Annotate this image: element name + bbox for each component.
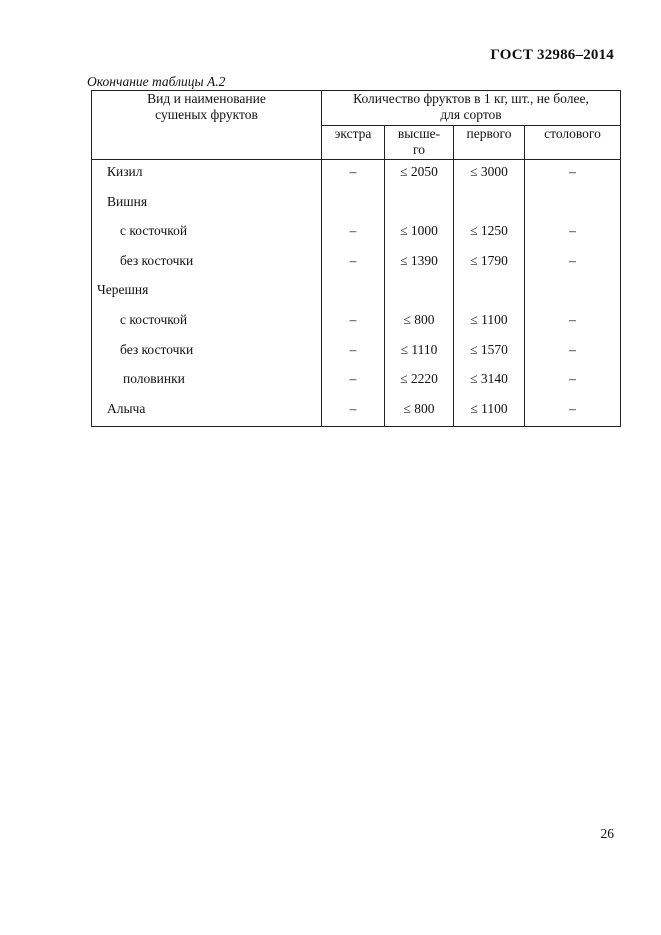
value-cell-table: – [525,308,621,338]
value-cell-first [454,190,525,220]
value-cell-extra: – [322,308,385,338]
row-name-cell [92,160,322,190]
value-cell-first: ≤ 1100 [454,308,525,338]
row-name-cell [92,249,322,279]
value-cell-table [525,190,621,220]
row-name: Кизил [107,164,143,179]
row-name-cell [92,367,322,397]
table-caption: Окончание таблицы А.2 [87,74,226,89]
table-row [92,367,621,397]
value-cell-extra [322,190,385,220]
value-cell-table: – [525,397,621,427]
table-row [92,219,621,249]
value-cell-first: ≤ 1250 [454,219,525,249]
row-name-cell [92,219,322,249]
row-name: Алыча [107,400,146,416]
value-cell-table: – [525,249,621,279]
grade-header-table: столового [525,126,621,160]
row-name: с косточкой [120,311,188,327]
fruit-count-table [91,90,621,427]
name-header-line: сушеных фруктов [155,107,258,122]
value-cell-extra [322,278,385,308]
value-cell-first: ≤ 3000 [454,160,525,190]
value-cell-highest [385,190,454,220]
value-cell-table: – [525,367,621,397]
value-cell-highest: ≤ 1390 [385,249,454,279]
table-row [92,249,621,279]
value-cell-table: – [525,219,621,249]
table-row [92,278,621,308]
table-row [92,308,621,338]
grade-header-extra: экстра [322,126,385,160]
value-cell-highest [385,278,454,308]
value-cell-extra: – [322,160,385,190]
table-header-row [92,91,621,126]
group-header-line: Количество фруктов в 1 кг, шт., не более, [353,91,589,106]
value-cell-highest: ≤ 800 [385,308,454,338]
value-cell-highest: ≤ 1110 [385,338,454,368]
row-name-cell [92,190,322,220]
group-header-line: для сортов [440,107,502,122]
grade-header-first: первого [454,126,525,160]
value-cell-first: ≤ 1790 [454,249,525,279]
table-row [92,190,621,220]
table-row [92,338,621,368]
value-cell-extra: – [322,249,385,279]
value-cell-highest: ≤ 1000 [385,219,454,249]
value-cell-first [454,278,525,308]
value-cell-extra: – [322,338,385,368]
table-row [92,160,621,190]
value-cell-highest: ≤ 800 [385,397,454,427]
row-name: Вишня [107,193,148,209]
value-cell-extra: – [322,219,385,249]
value-cell-first: ≤ 1570 [454,338,525,368]
value-cell-extra: – [322,397,385,427]
grade-header-line: го [413,142,425,157]
table-row [92,397,621,427]
value-cell-table: – [525,160,621,190]
value-cell-highest: ≤ 2050 [385,160,454,190]
value-cell-table [525,278,621,308]
row-name: Черешня [97,282,149,298]
row-name-cell [92,278,322,308]
document-code: ГОСТ 32986–2014 [490,47,614,63]
name-column-header [92,91,322,160]
value-cell-extra: – [322,367,385,397]
value-cell-table: – [525,338,621,368]
row-name: без косточки [120,252,194,268]
value-cell-first: ≤ 1100 [454,397,525,427]
grade-header-line: высше- [397,126,441,141]
name-header-line: Вид и наименование [147,91,266,106]
quantity-group-header [322,91,621,126]
grade-header-highest [385,126,454,160]
value-cell-highest: ≤ 2220 [385,367,454,397]
row-name: без косточки [120,341,194,357]
row-name-cell [92,397,322,427]
row-name: с косточкой [120,223,188,239]
row-name-cell [92,338,322,368]
row-name-cell [92,308,322,338]
page-number: 26 [600,826,614,841]
value-cell-first: ≤ 3140 [454,367,525,397]
row-name: половинки [123,371,185,387]
